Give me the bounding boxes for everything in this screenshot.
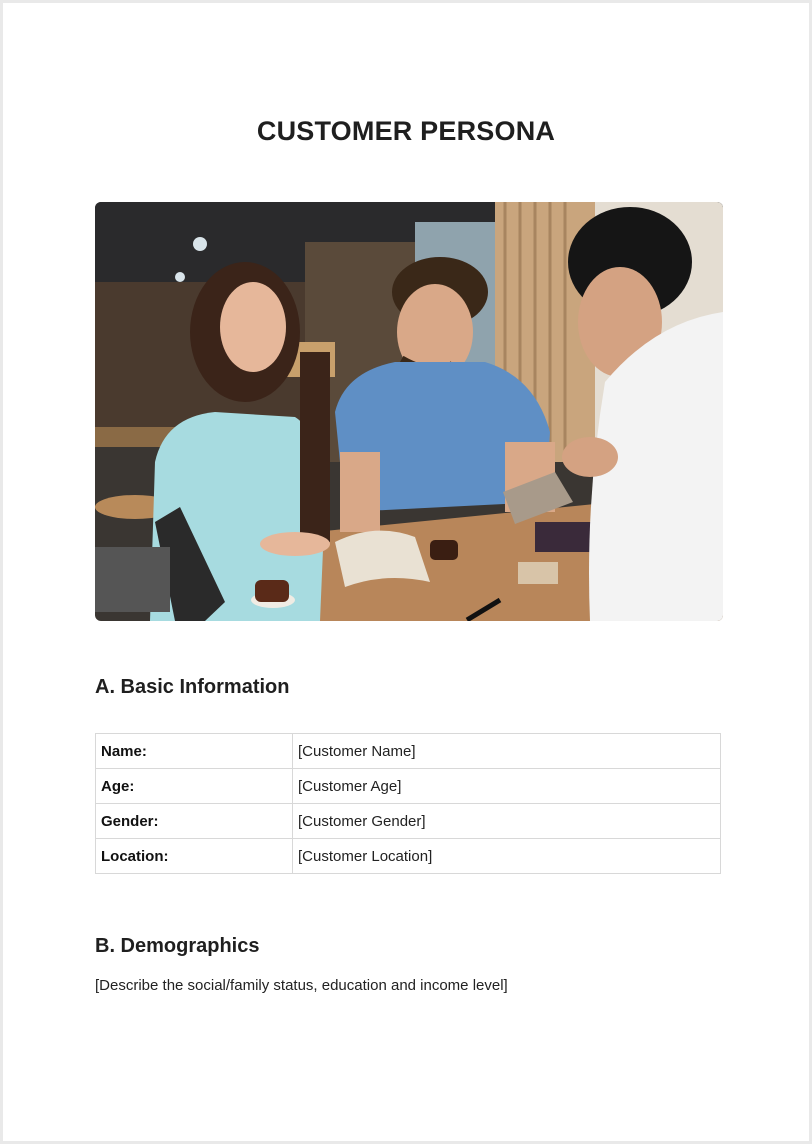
row-value: [Customer Gender] [293, 804, 721, 839]
row-value: [Customer Location] [293, 839, 721, 874]
row-label: Age: [96, 769, 293, 804]
row-label: Location: [96, 839, 293, 874]
table-row [96, 839, 721, 874]
table-row [96, 769, 721, 804]
page-title: CUSTOMER PERSONA [256, 116, 556, 146]
table-row [96, 734, 721, 769]
header-photo [95, 202, 723, 621]
row-label: Name: [96, 734, 293, 769]
section-heading-basic-information: A. Basic Information [95, 676, 290, 698]
document-page [3, 3, 809, 1141]
row-label: Gender: [96, 804, 293, 839]
section-heading-demographics: B. Demographics [95, 935, 260, 957]
row-value: [Customer Name] [293, 734, 721, 769]
photo-image [95, 202, 723, 621]
row-value: [Customer Age] [293, 769, 721, 804]
basic-information-table [95, 733, 721, 874]
table-row [96, 804, 721, 839]
demographics-placeholder-text: [Describe the social/family status, education and income level] [95, 977, 508, 994]
